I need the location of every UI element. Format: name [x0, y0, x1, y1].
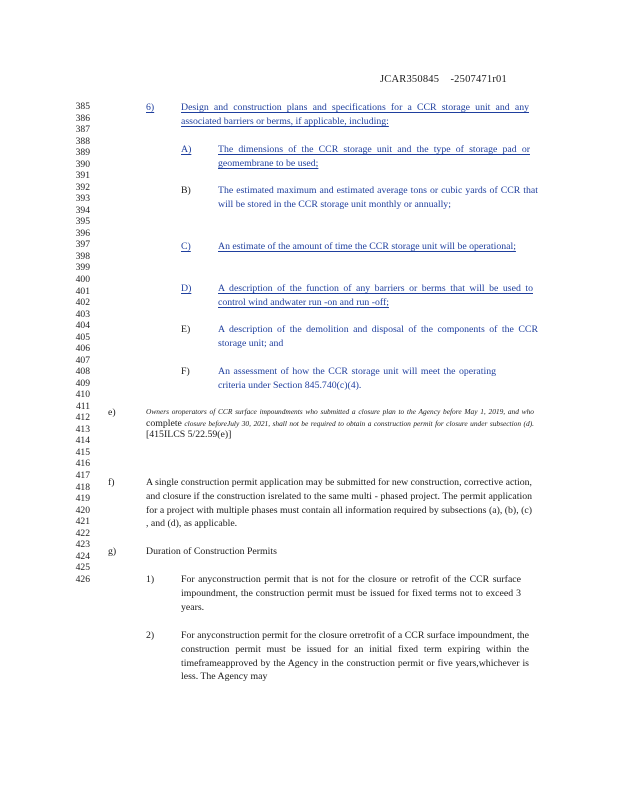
- item-D-marker: D): [181, 283, 192, 294]
- item-g-marker: g): [108, 546, 117, 557]
- line-number: 411: [75, 400, 90, 412]
- line-number: 416: [75, 458, 90, 470]
- line-number: 403: [75, 308, 90, 320]
- line-number: 424: [75, 550, 90, 562]
- statute-citation: [415ILCS 5/22.59(e)]: [146, 429, 232, 441]
- item-1-text: For anyconstruction permit that is not for the closure or retrofit of the CCR surface impoundment, the construction permit must be issued for fixed terms not to exceed 3 years.: [181, 574, 521, 613]
- line-number: 399: [75, 262, 90, 274]
- item-D-text: A description of the function of any barriers or berms that will be used to control wind andwater run -on and run -off;: [218, 283, 533, 308]
- line-number: 401: [75, 285, 90, 297]
- item-2-text: For anyconstruction permit for the closure orretrofit of a CCR surface impoundment, the construction permit must be issued for an initial fixed term expiring within the timeframeapproved by the Agency in the construction permit or five years,whichever is less. The Agency may: [181, 630, 529, 683]
- line-number: 418: [75, 481, 90, 493]
- item-g-title: Duration of Construction Permits: [146, 546, 277, 557]
- line-number: 410: [75, 389, 90, 401]
- line-number: 405: [75, 331, 90, 343]
- item-F-marker: F): [181, 366, 190, 377]
- line-number: 406: [75, 343, 90, 355]
- line-number: 396: [75, 227, 90, 239]
- item-2-marker: 2): [146, 630, 155, 641]
- line-number: 412: [75, 412, 90, 424]
- line-number: 422: [75, 527, 90, 539]
- line-number: 426: [75, 573, 90, 585]
- item-6-marker: 6): [146, 102, 155, 113]
- line-number: 420: [75, 504, 90, 516]
- item-C-text: An estimate of the amount of time the CCR storage unit will be operational;: [218, 241, 516, 252]
- item-f-marker: f): [108, 477, 115, 488]
- line-number: 395: [75, 216, 90, 228]
- item-6-text: Design and construction plans and specifications for a CCR storage unit and any associated barriers or berms, if applicable, including:: [181, 102, 529, 127]
- line-number: 400: [75, 273, 90, 285]
- item-f-text: A single construction permit application may be submitted for new construction, corrective action, and closure if the construction isrelated to the same multi - phased project. The permit application for a project with multiple phases must contain all information required by subsections (a), (b), (c) , and (d), as applicable.: [146, 477, 532, 530]
- item-F-text: An assessment of how the CCR storage unit will meet the operating criteria under Section 845.740(c)(4).: [218, 366, 496, 391]
- line-number: 409: [75, 377, 90, 389]
- line-number-column: [64, 101, 90, 585]
- line-number: 423: [75, 539, 90, 551]
- line-number: 413: [75, 423, 90, 435]
- line-number: 397: [75, 239, 90, 251]
- line-number: 385: [75, 101, 90, 112]
- line-number: 386: [75, 112, 90, 124]
- line-number: 404: [75, 320, 90, 332]
- complete-word: complete: [146, 417, 182, 429]
- line-number: 388: [75, 135, 90, 147]
- line-number: 425: [75, 562, 90, 574]
- item-E-text: A description of the demolition and disposal of the components of the CCR storage unit; and: [218, 324, 538, 349]
- line-number: 415: [75, 446, 90, 458]
- item-e-marker: e): [108, 407, 116, 418]
- line-number: 417: [75, 470, 90, 481]
- line-number: 387: [75, 124, 90, 136]
- line-number: 390: [75, 158, 90, 170]
- item-C-marker: C): [181, 241, 191, 252]
- item-A-text: The dimensions of the CCR storage unit and the type of storage pad or geomembrane to be used;: [218, 144, 530, 169]
- line-number: 419: [75, 493, 90, 505]
- line-number: 408: [75, 366, 90, 378]
- line-number: 421: [75, 516, 90, 528]
- line-number: 402: [75, 297, 90, 309]
- line-number: 394: [75, 204, 90, 216]
- item-B-text: The estimated maximum and estimated average tons or cubic yards of CCR that will be stored in the CCR storage unit monthly or annually;: [218, 185, 538, 210]
- line-number: 414: [75, 435, 90, 447]
- item-A-marker: A): [181, 144, 192, 155]
- document-id-header: JCAR350845 -2507471r01: [380, 74, 507, 85]
- item-e-text: Owners oroperators of CCR surface impoundments who submitted a closure plan to the Agency before May 1, 2019, and who complete closure beforeJuly 30, 2021, shall not be required to obtain a construction permit for closure under subsection (d). [415ILCS 5/22.59(e)]: [146, 407, 534, 441]
- line-number: 393: [75, 193, 90, 205]
- line-number: 398: [75, 250, 90, 262]
- line-number: 391: [75, 170, 90, 182]
- item-B-marker: B): [181, 185, 191, 196]
- item-E-marker: E): [181, 324, 191, 335]
- line-number: 389: [75, 147, 90, 159]
- item-1-marker: 1): [146, 574, 155, 585]
- line-number: 392: [75, 181, 90, 193]
- line-number: 407: [75, 354, 90, 366]
